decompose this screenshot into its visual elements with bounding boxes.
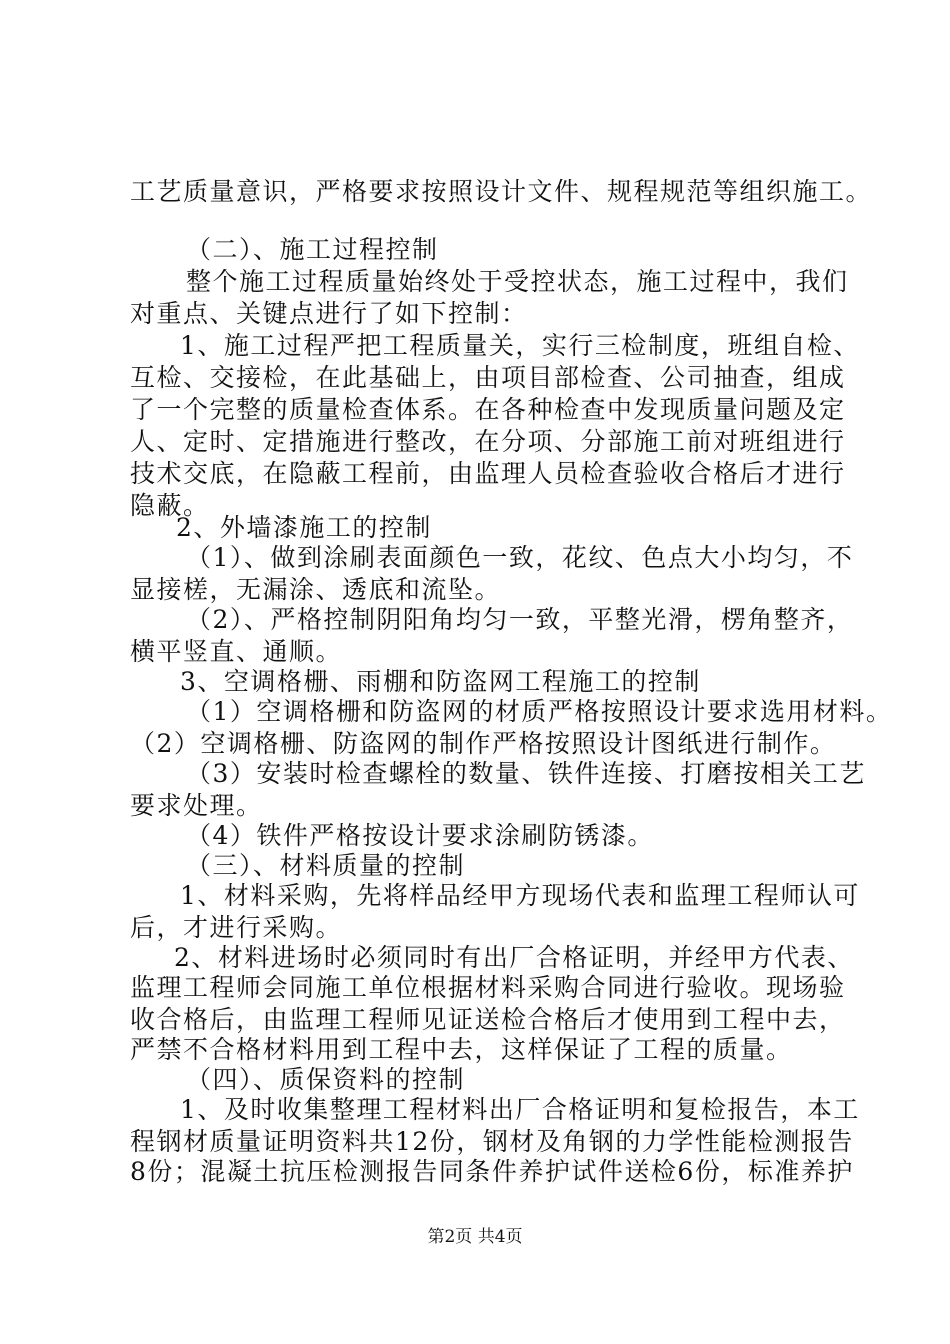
body-text-line: 技术交底，在隐蔽工程前，由监理人员检查验收合格后才进行 (130, 459, 846, 488)
body-text-line: 程钢材质量证明资料共12份，钢材及角钢的力学性能检测报告 (130, 1127, 854, 1156)
section-heading: （三）、材料质量的控制 (186, 851, 466, 880)
body-text-line: 2、材料进场时必须同时有出厂合格证明，并经甲方代表、 (174, 943, 854, 972)
body-text-line: （2）空调格栅、防盗网的制作严格按照设计图纸进行制作。 (130, 729, 837, 758)
body-text-line: （1）空调格栅和防盗网的材质严格按照设计要求选用材料。 (186, 697, 893, 726)
body-text-line: 整个施工过程质量始终处于受控状态，施工过程中，我们 (186, 267, 849, 296)
body-text-line: 要求处理。 (130, 791, 263, 820)
body-text-line: （4）铁件严格按设计要求涂刷防锈漆。 (186, 821, 654, 850)
body-text-line: 1、及时收集整理工程材料出厂合格证明和复检报告，本工 (180, 1095, 860, 1124)
page-number-footer: 第2页 共4页 (427, 1227, 523, 1247)
body-text-line: （1）、做到涂刷表面颜色一致，花纹、色点大小均匀，不 (186, 543, 854, 572)
body-text-line: 互检、交接检，在此基础上，由项目部检查、公司抽查，组成 (130, 363, 846, 392)
body-text-line: 收合格后，由监理工程师见证送检合格后才使用到工程中去， (130, 1005, 846, 1034)
subsection-heading: 3、空调格栅、雨棚和防盗网工程施工的控制 (180, 667, 701, 696)
body-text-line: （2）、严格控制阴阳角均匀一致，平整光滑，楞角整齐， (186, 605, 854, 634)
body-text-line: 1、材料采购，先将样品经甲方现场代表和监理工程师认可 (180, 881, 860, 910)
body-text-line: 显接槎，无漏涂、透底和流坠。 (130, 575, 502, 604)
section-heading: （二）、施工过程控制 (186, 235, 439, 264)
section-heading: （四）、质保资料的控制 (186, 1065, 466, 1094)
body-text-line: 人、定时、定措施进行整改，在分项、分部施工前对班组进行 (130, 427, 846, 456)
body-text-line: 后，才进行采购。 (130, 913, 343, 942)
body-text-line: 横平竖直、通顺。 (130, 637, 343, 666)
body-text-line: 1、施工过程严把工程质量关，实行三检制度，班组自检、 (180, 331, 860, 360)
body-text-line: 隐蔽。 (130, 491, 210, 520)
body-text-line: 严禁不合格材料用到工程中去，这样保证了工程的质量。 (130, 1035, 793, 1064)
body-text-line: 了一个完整的质量检查体系。在各种检查中发现质量问题及定 (130, 395, 846, 424)
body-text-line: 对重点、关键点进行了如下控制： (130, 299, 528, 328)
body-text-line: 8份；混凝土抗压检测报告同条件养护试件送检6份，标准养护 (130, 1157, 854, 1186)
body-text-line: 监理工程师会同施工单位根据材料采购合同进行验收。现场验 (130, 973, 846, 1002)
subsection-heading: 2、外墙漆施工的控制 (176, 513, 432, 542)
body-text-line: （3）安装时检查螺栓的数量、铁件连接、打磨按相关工艺 (186, 759, 866, 788)
body-text-line: 工艺质量意识，严格要求按照设计文件、规程规范等组织施工。 (130, 177, 873, 206)
